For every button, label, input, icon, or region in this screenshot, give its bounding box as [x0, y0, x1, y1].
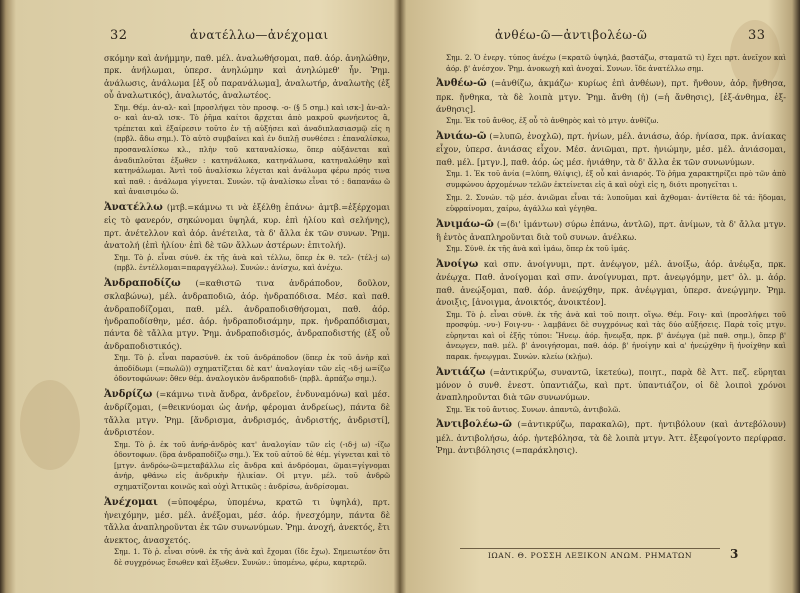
entry-definition: (=ἀνθίζω, ἀκμάζω· κυρίως ἐπὶ ἀνθέων), πρτ. ἤνθουν, ἀόρ. ἤνθησα, πρκ. ἤνθηκα, τὰ δὲ λοιπὰ μτγν. Ῥημ. ἄνθη (ἡ) (=ἡ ἄνθησις), [ἐξ-άνθημα, ἐξ-άνθησις]. [436, 78, 786, 114]
entry-note: Σημ. Ἐκ τοῦ ἄντιος. Συνων. ἀπαντῶ, ἀντιβολῶ. [446, 404, 621, 414]
entry-note: Σημ. Σύνθ. ἐκ τῆς ἀνὰ καὶ ἱμάω, ὅπερ ἐκ τοῦ ἱμάς. [446, 244, 630, 254]
entry-note: Σημ. Τὸ ῥ. εἶναι σύνθ. ἐκ τῆς ἀνὰ καὶ τέλλω, ὅπερ ἐκ θ. τελ- (τέλ-j ω) (πρβλ. ἐντέλλομαι=παραγγέλλω). Συνών.: ἀνίσχω, καὶ ἀνέχω. [114, 252, 390, 273]
dictionary-entry [104, 496, 390, 547]
entry-note: Σημ. Ἐκ τοῦ ἄνθος, ἐξ οὗ τὸ ἀνθηρὸς καὶ τὸ μτγν. ἀνθίζω. [446, 116, 659, 126]
right-running-head: ἀνθέω-ῶ—ἀντιβολέω-ῶ [495, 28, 648, 42]
entry-note: Σημ. Τὸ ῥ. ἐκ τοῦ ἀνήρ-ἀνδρὸς κατ' ἀναλογίαν τῶν εἰς (-ιδ-j ω) -ίζω ὀδοντοφων. (ὅρα ἀνδραποδίζω σημ.). Ἐκ τοῦ αὐτοῦ δὲ θέμ. γίγνεται καὶ τὸ [μτγν. ἀνδρόω-ῶ=μεταβάλλω εἰς ἄνδρα καὶ ἀνδρόομαι, ῶμαι=γίγνομαι ἀνήρ, φθάνω εἰς ἀνδρικὴν ἡλικίαν. Οἱ μτγν. μέλ. τοῦ ἀνδρῶ σχηματίζονται κοινῶς καὶ οὐχὶ Ἀττικῶς : ἀνδρίσω, ἀνδρίσομαι. [114, 439, 390, 491]
entry-headword: Ἀνδραποδίζω [104, 277, 181, 289]
continued-text: σκόμην καὶ ἀνήμμην, παθ. μέλ. ἀναλωθήσομαι, παθ. ἀόρ. ἀνηλώθην, πρκ. ἀνήλωμαι, ὑπερσ. ἀνηλώμην καὶ ἀνηλώμεθ' ἦν. Ῥημ. ἀνάλωσις, ἀνάλωμα [ἐξ οὗ παρανάλωμα], ἀναλωτήρ, ἀναλωτὴς (ἐξ οὗ ἀναλωτικός), ἀναλωτός, ἀναλωτέος. [104, 53, 390, 101]
entry-definition: (=ὑποφέρω, ὑπομένω, κρατῶ τι ὑψηλά), πρτ. ἠνειχόμην, μέσ. μέλ. ἀνέξομαι, μέσ. ἀόρ. ἠνεσχόμην, πάντα δὲ τἄλλα ἀναπληροῦνται ἐκ τῶν συνωνύμων. Ῥημ. ἀνοχή, ἀνεκτός, ἔτι ἀνεκτος, ἀνασχετός. [104, 496, 390, 545]
dictionary-entry [104, 201, 390, 252]
entry-note: Σημ. 2. Ὁ ἐνεργ. τύπος ἀνέχω (=κρατῶ ὑψηλά, βαστάζω, σταματῶ τι) ἔχει πρτ. ἀνεῖχον καὶ ἀόρ. β' ἀνέσχον. Ῥημ. ἀνοκωχὴ καὶ ἀνοχαί. Συνων. ἴδε ἀνατέλλω σημ. [446, 53, 786, 73]
printer-footer: ΙΩΑΝ. Θ. ΡΟΣΣΗ ΛΕΞΙΚΟΝ ΑΝΩΜ. ΡΗΜΑΤΩΝ [460, 548, 720, 560]
dictionary-entry [436, 130, 786, 168]
entry-note: Σημ. 2. Συνών. τῷ μέσ. ἀνιῶμαι εἶναι τά: λυποῦμαι καὶ ἄχθομαι· ἀντίθετα δὲ τά: ἥδομαι, εὐφραίνομαι, χαίρω, ἀγάλλω καὶ γέγηθα. [446, 193, 786, 213]
entry-note: Σημ. Τὸ ῥ. εἶναι παρασύνθ. ἐκ τοῦ ἀνδράποδον (ὅπερ ἐκ τοῦ ἀνὴρ καὶ ἀποδίδωμι (=πωλῶ)) σχηματίζεται δὲ κατ' ἀναλογίαν τῶν εἰς -ιδ-j ω=ίζω ὀδοντοφώνων: ὅθεν θέμ. ἀναλογικὸν ἀνδραποδιδ- (πρβλ. ἁρπάζω σημ.). [114, 353, 390, 384]
entry-definition: (=κάμνω τινὰ ἄνδρα, ἀνδρεῖον, ἐνδυναμόνω) καὶ μέσ. ἀνδρίζομαι, (=θεικνύομαι ὡς ἀνήρ, φέρομαι ἀνδρείως), πάντα δὲ τἄλλα μτγν. Ῥημ. [ἄνδρισμα, ἀνδρισμός, ἀνδριστής, ἀνδριστί], ἀνδριστέον. [104, 389, 390, 438]
right-page [400, 0, 800, 593]
dictionary-entry [436, 77, 786, 115]
signature-mark: 3 [730, 547, 739, 561]
dictionary-entry [104, 277, 390, 352]
entry-note: Σημ. 1. Ἐκ τοῦ ἀνία (=λύπη, θλίψις), ἐξ οὗ καὶ ἀνιαρός. Τὸ ῥῆμα χαρακτηρίζει πρὸ τῶν ἀπὸ συμφώνου ἀρχομένων τελῶν ἐκτείνεται εἰς ᾶ καὶ οὐχὶ εἰς η, διότι προηγεῖται ι. [446, 169, 786, 189]
entry-definition: καὶ σπν. ἀνοίγνυμι, πρτ. ἀνέῳγον, μέλ. ἀνοίξω, ἀόρ. ἀνέῳξα, πρκ. ἀνέῳχα. Παθ. ἀνοίγομαι καὶ σπν. ἀνοίγνυμαι, πρτ. ἀνεῳγόμην, μετ' ὀλ. μ. ἀόρ. παθ. ἀνεῴξομαι, παθ. ἀόρ. ἀνεῴχθην, πρκ. ἀνέῳγμαι, ὑπερσ. ἀνεῴγμην. Ῥημ. ἀνοιξις, [ἀνοιγμα, ἀνοικτός, ἀνοικτέον]. [436, 259, 786, 308]
entry-note: Σημ. Θέμ. ἀν-αλ- καὶ [προσλήψει τὸν προσφ. -ο- (§ 5 σημ.) καὶ ισκ-] ἀν-αλ-ο- καὶ ἀν-αλ ισκ-. Τὸ ῥῆμα καίτοι ἄρχεται ἀπὸ μακροῦ φωνήεντος ἃ, τρέπεται καὶ ἐξαίρεσιν τοῦτο ἐν τῇ αὐξήσει καὶ ἀναδιπλασιασμῷ εἰς η (πρβλ. ἄδω σημ.). Τὸ αὐτὸ συμβαίνει καὶ ἐν διπλῇ συνθέσει : ἐπαναλίσκω, προσαναλίσκω κλ., πλὴν τοῦ καταναλίσκω, ὅπερ αὐξάνεται καὶ ἀναδιπλοῦται ἐξωθεν : κατηνάλωκα, κατηνάλωσα, κατηναλώθην καὶ κατηνάλωμαι. Ἀντὶ τοῦ ἀναλίσκω λέγεται καὶ ἀνάλωμα φέρω πρός τινα καὶ παθ. : ἀνάλωμα γίγνεται. Συνών. τῷ ἀναλίσκω εἶναι τό : δαπανάω ῶ καὶ ἀναισιμόω ῶ. [114, 102, 390, 197]
dictionary-entry [436, 218, 786, 244]
entry-definition: (=(δι' ἱμάντων) σύρω ἐπάνω, ἀντλῶ), πρτ. ἀνίμων, τὰ δ' ἄλλα μτγν. ἢ ἐντὸς ἀναπληροῦνται διὰ τοῦ συνων. ἀνέλκω. [436, 218, 786, 242]
entry-definition: (=καθιστῶ τινα ἀνδράποδον, δοῦλον, σκλαβώνω), μέλ. ἀνδραποδιῶ, ἀόρ. ἠνδραπόδισα. Μέσ. καὶ παθ. ἀνδραποδίζομαι, παθ. μέλ. ἀνδραποδισθήσομαι, παθ. ἀόρ. ἠνδραποδίσθην, μέσ. ἀόρ. ἠνδραποδισάμην, πρκ. ἠνδραπόδισμαι, πάντα δὲ τἄλλα μτγν. Ῥημ. ἀνδραποδισμός, ἀνδραποδιστής (ἐξ οὗ ἀνδραποδιστικός). [104, 277, 390, 351]
entry-headword: Ἀνδρίζω [104, 389, 153, 400]
entry-definition: (μτβ.=κάμνω τι νὰ ἐξέλθῃ ἐπάνω· ἀμτβ.=ἐξέρχομαι εἰς τὸ φανερόν, σηκώνομαι ὑψηλά, κυρ. ἐπὶ ἡλίου καὶ σελήνης), πρτ. ἀνέτελλον καὶ ἀόρ. ἀνέτειλα, τὰ δ' ἄλλα ἐκ τῶν συνων. Ῥημ. ἀνατολή (ἐπὶ ἡλίου· ἐπὶ δὲ τῶν ἄλλων ἀστέρων: ἐπιτολή). [104, 201, 390, 251]
dictionary-entry [436, 366, 786, 404]
dictionary-entry [436, 418, 786, 456]
entry-headword: Ἀντιβολέω-ῶ [436, 419, 512, 431]
entry-definition: (=λυπῶ, ἐνοχλῶ), πρτ. ἠνίων, μέλ. ἀνιάσω, ἀόρ. ἠνίασα, πρκ. ἀνίακας εἶχον, ὑπερσ. ἀνιάσας εἶχον. Μέσ. ἀνιῶμαι, πρτ. ἠνιώμην, μέσ. μέλ. ἀνιάσομαι, παθ. μέλ. [μτγν.], παθ. ἀόρ. ὡς μέσ. ἠνιάθην, τὰ δ' ἄλλα ἐκ τῶν συνωνύμων. [436, 131, 786, 167]
right-page-number: 33 [748, 28, 766, 43]
right-page-body [436, 52, 786, 458]
entry-note: Σημ. 1. Τὸ ῥ. εἶναι σύνθ. ἐκ τῆς ἀνὰ καὶ ἔχομαι (ἴδε ἔχω). Σημειωτέον ὅτι δὲ συγχρόνως ἔσωθεν καὶ ἔξωθεν. Συνών.: ὑπομένω, φέρω, καρτερῶ. [114, 547, 390, 567]
entry-note: Σημ. Τὸ ῥ. εἶναι σύνθ. ἐκ τῆς ἀνὰ καὶ τοῦ ποιητ. οἴγω. Θέμ. Fοιγ- καὶ (προσλήψει τοῦ προσφύμ. -νυ-) Fοιγ-νυ- · λαμβάνει δὲ συγχρόνως καὶ τὰς δύο αὐξήσεις. Παρὰ τοῖς μτγν. εὑρηνται καὶ οἱ ἑξῆς τύποι: Ἤνεῳ. ἀόρ. ἤνεῳξα, πρκ. β' ἀνέῳγα (μὲ παθ. σημ.), ὅπερ β' ἀνεῳγεν, παθ. μέλ. β' ἀνοιγήσομαι, παθ. ἀόρ. β' ἠνοίγην καὶ α' ἠνεῴχθην ἢ ἠνοίχθην καὶ παρακ. ἠνεῳγμαι. Συνών. κλείω (κλῄω). [446, 309, 786, 361]
entry-headword: Ἀνατέλλω [104, 201, 163, 213]
entry-definition: (=ἀντικρύζω, συναντῶ, ἱκετεύω), ποιητ., παρὰ δὲ Ἀττ. πεζ. εὕρηται μόνον ὁ συνθ. ἐνεστ. ὑπαντιάζω, καὶ πρτ. ὑπαντιάζον, οἱ δὲ λοιποὶ χρόνοι ἀναπληροῦνται διὰ τῶν συνωνύμων. [436, 366, 786, 403]
dictionary-entry [104, 388, 390, 439]
entry-headword: Ἀντιάζω [436, 366, 486, 378]
left-page-number: 32 [110, 28, 128, 43]
entry-headword: Ἀνιάω-ῶ [436, 131, 487, 142]
dictionary-entry [436, 258, 786, 309]
entry-headword: Ἀνιμάω-ῶ [436, 218, 494, 230]
entry-headword: Ἀνέχομαι [104, 496, 158, 508]
left-page-body [104, 52, 390, 571]
entry-headword: Ἀνοίγω [436, 259, 479, 270]
entry-headword: Ἀνθέω-ῶ [436, 78, 487, 90]
entry-definition: (=ἀντικρύζω, παρακαλῶ), πρτ. ἠντιβόλουν (καὶ ἀντεβόλουν) μέλ. ἀντιβολήσω, ἀόρ. ἠντεβόλησα, τὰ δὲ λοιπὰ μτγν. Ἀττ. ἐξεφοίγοντο περίφρασ. Ῥημ. ἀντιβόλησις (=παράκλησις). [436, 419, 786, 456]
left-running-head: ἀνατέλλω—ἀνέχομαι [190, 28, 329, 42]
